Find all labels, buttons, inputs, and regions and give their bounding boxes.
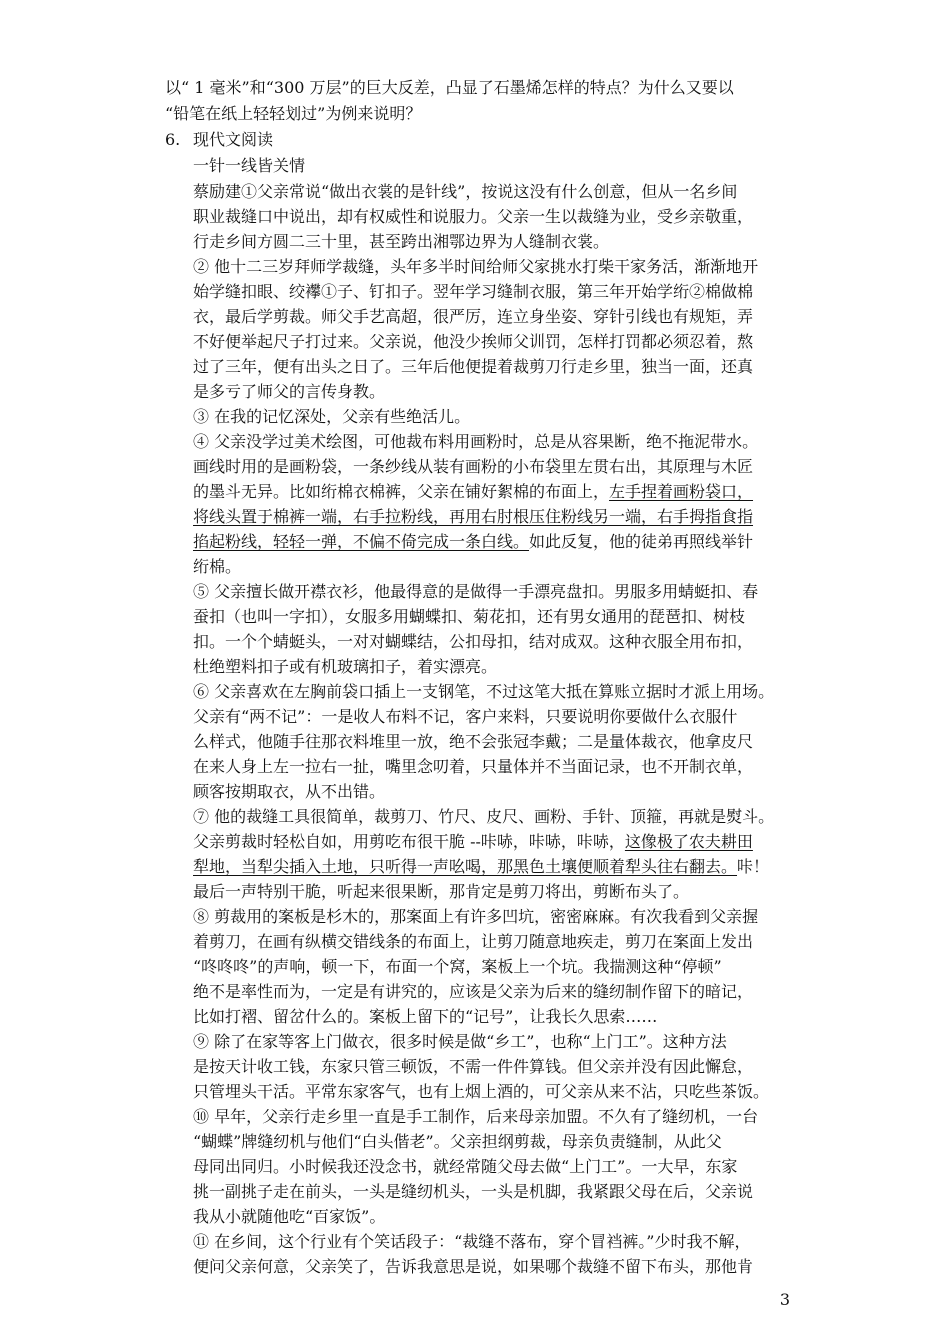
underlined-sentence: 左手捏着画粉袋口， bbox=[609, 482, 754, 501]
paragraph-line: ⑤ 父亲擅长做开襟衣衫，他最得意的是做得一手漂亮盘扣。男服多用蜻蜓扣、春 bbox=[193, 582, 759, 601]
question-label: 现代文阅读 bbox=[193, 130, 274, 149]
paragraph-line: ⑦ 他的裁缝工具很简单，裁剪刀、竹尺、皮尺、画粉、手针、顶箍，再就是熨斗。 bbox=[193, 807, 775, 826]
paragraph-line: 绝不是率性而为，一定是有讲究的，应该是父亲为后来的缝纫制作留下的暗记， bbox=[193, 982, 754, 1001]
paragraph-line: ⑩ 早年，父亲行走乡里一直是手工制作，后来母亲加盟。不久有了缝纫机，一台 bbox=[193, 1107, 759, 1126]
paragraph-line: 最后一声特别干脆，听起来很果断，那肯定是剪刀将出，剪断布头了。 bbox=[193, 882, 690, 901]
paragraph-line: 挑一副挑子走在前头，一头是缝纫机头，一头是机脚，我紧跟父母在后，父亲说 bbox=[193, 1182, 754, 1201]
paragraph-line: 么样式，他随手往那衣料堆里一放，绝不会张冠李戴；二是量体裁衣，他拿皮尺 bbox=[193, 732, 754, 751]
paragraph-line: 我从小就随他吃“百家饭”。 bbox=[193, 1207, 386, 1226]
question-number: 6. bbox=[165, 130, 181, 149]
question-text-line: “铅笔在纸上轻轻划过”为例来说明？ bbox=[165, 104, 422, 123]
paragraph-line: 父亲有“两不记”：一是收人布料不记，客户来料，只要说明你要做什么衣服什 bbox=[193, 707, 738, 726]
question-text-line: 以“ 1 毫米”和“300 万层”的巨大反差，凸显了石墨烯怎样的特点？为什么又要以 bbox=[165, 78, 734, 97]
paragraph-line bbox=[193, 482, 753, 502]
paragraph-line: 着剪刀，在画有纵横交错线条的布面上，让剪刀随意地疾走，剪刀在案面上发出 bbox=[193, 932, 754, 951]
paragraph-line: 便问父亲何意，父亲笑了，告诉我意思是说，如果哪个裁缝不留下布头，那他肯 bbox=[193, 1257, 754, 1276]
paragraph-line: 蔡励建①父亲常说“做出衣裳的是针线”，按说这没有什么创意，但从一名乡间 bbox=[193, 182, 738, 201]
paragraph-line: 顾客按期取衣，从不出错。 bbox=[193, 782, 386, 801]
paragraph-line: ④ 父亲没学过美术绘图，可他裁布料用画粉时，总是从容果断，绝不拖泥带水。 bbox=[193, 432, 759, 451]
paragraph-line: 绗棉。 bbox=[193, 557, 242, 576]
paragraph-line bbox=[193, 832, 753, 852]
paragraph-line: 在来人身上左一拉右一扯，嘴里念叨着，只量体并不当面记录，也不开制衣单， bbox=[193, 757, 754, 776]
paragraph-line: 比如打褶、留岔什么的。案板上留下的“记号”，让我长久思索…… bbox=[193, 1007, 658, 1026]
paragraph-line: 衣，最后学剪裁。师父手艺高超，很严厉，连立身坐姿、穿针引线也有规矩，弄 bbox=[193, 307, 754, 326]
paragraph-line: ⑥ 父亲喜欢在左胸前袋口插上一支钢笔，不过这笔大抵在算账立据时才派上用场。 bbox=[193, 682, 775, 701]
paragraph-text: 咔！ bbox=[737, 857, 770, 876]
paragraph-line: 职业裁缝口中说出，却有权威性和说服力。父亲一生以裁缝为业，受乡亲敬重， bbox=[193, 207, 754, 226]
paragraph-line: 行走乡间方圆二三十里，甚至跨出湘鄂边界为人缝制衣裳。 bbox=[193, 232, 610, 251]
article-title: 一针一线皆关情 bbox=[193, 156, 306, 175]
paragraph-text: 的墨斗无异。比如绗棉衣棉裤，父亲在铺好絮棉的布面上， bbox=[193, 482, 610, 501]
paragraph-line: 杜绝塑料扣子或有机玻璃扣子，着实漂亮。 bbox=[193, 657, 498, 676]
paragraph-line: ⑪ 在乡间，这个行业有个笑话段子：“裁缝不落布，穿个冒裆裤。”少时我不解， bbox=[193, 1232, 751, 1251]
paragraph-line bbox=[193, 532, 753, 552]
paragraph-line: 画线时用的是画粉袋，一条纱线从装有画粉的小布袋里左贯右出，其原理与木匠 bbox=[193, 457, 754, 476]
underlined-sentence: 将线头置于棉裤一端，右手拉粉线，再用右肘根压住粉线另一端，右手拇指食指 bbox=[193, 507, 754, 526]
paragraph-line bbox=[193, 857, 769, 877]
underlined-sentence: 掐起粉线，轻轻一弹，不偏不倚完成一条白线。 bbox=[193, 532, 530, 551]
paragraph-line: 过了三年，便有出头之日了。三年后他便提着裁剪刀行走乡里，独当一面，还真 bbox=[193, 357, 754, 376]
underlined-sentence: 犁地，当犁尖插入土地，只听得一声吆喝，那黑色土壤便顺着犁头往右翻去。 bbox=[193, 857, 738, 876]
underlined-sentence: 这像极了农夫耕田 bbox=[624, 832, 753, 851]
paragraph-line: 始学缝扣眼、绞襻①子、钉扣子。翌年学习缝制衣服，第三年开始学绗②棉做棉 bbox=[193, 282, 754, 301]
page-number: 3 bbox=[779, 1290, 790, 1309]
paragraph-line: ② 他十二三岁拜师学裁缝，头年多半时间给师父家挑水打柴干家务活，渐渐地开 bbox=[193, 257, 759, 276]
paragraph-line: “咚咚咚”的声响，顿一下，布面一个窝，案板上一个坑。我揣测这种“停顿” bbox=[193, 957, 722, 976]
paragraph-line: 是按天计收工钱，东家只管三顿饭，不需一件件算钱。但父亲并没有因此懈怠， bbox=[193, 1057, 754, 1076]
paragraph-line: ③ 在我的记忆深处，父亲有些绝活儿。 bbox=[193, 407, 471, 426]
paragraph-line: 只管埋头干活。平常东家客气，也有上烟上酒的，可父亲从来不沾，只吃些茶饭。 bbox=[193, 1082, 770, 1101]
paragraph-line: ⑨ 除了在家等客上门做衣，很多时候是做“乡工”，也称“上门工”。这种方法 bbox=[193, 1032, 727, 1051]
paragraph-text: 父亲剪裁时轻松自如，用剪吃布很干脆 --咔哧，咔哧，咔哧， bbox=[193, 832, 625, 851]
paragraph-line: 是多亏了师父的言传身教。 bbox=[193, 382, 386, 401]
paragraph-line: ⑧ 剪裁用的案板是杉木的，那案面上有许多凹坑，密密麻麻。有次我看到父亲握 bbox=[193, 907, 759, 926]
paragraph-text: 如此反复，他的徒弟再照线举针 bbox=[529, 532, 754, 551]
paragraph-line bbox=[193, 507, 753, 527]
paragraph-line: 不好便举起尺子打过来。父亲说，他没少挨师父训罚，怎样打罚都必须忍着，熬 bbox=[193, 332, 754, 351]
paragraph-line: 蚕扣（也叫一字扣），女服多用蝴蝶扣、菊花扣，还有男女通用的琵琶扣、树枝 bbox=[193, 607, 746, 626]
paragraph-line: “蝴蝶”牌缝纫机与他们“白头偕老”。父亲担纲剪裁，母亲负责缝制，从此父 bbox=[193, 1132, 722, 1151]
paragraph-line: 扣。一个个蜻蜓头，一对对蝴蝶结，公扣母扣，结对成双。这种衣服全用布扣， bbox=[193, 632, 754, 651]
paragraph-line: 母同出同归。小时候我还没念书，就经常随父母去做“上门工”。一大早，东家 bbox=[193, 1157, 738, 1176]
